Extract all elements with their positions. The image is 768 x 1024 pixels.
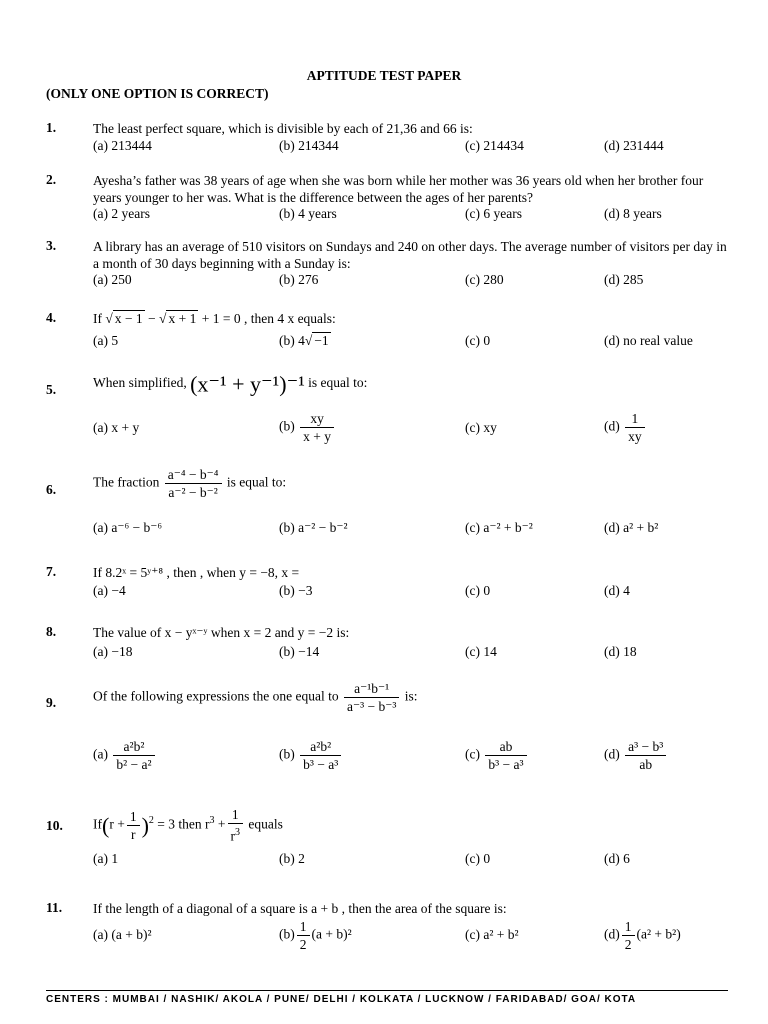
question-number: 11. xyxy=(46,900,63,915)
option-c: (c) a⁻² + b⁻² xyxy=(465,520,533,535)
denominator: x + y xyxy=(303,429,331,444)
question-number: 6. xyxy=(46,482,57,497)
option-a: (a) −18 xyxy=(93,644,133,659)
question-text xyxy=(93,371,733,397)
option-label: (d) xyxy=(604,746,620,762)
question-number: 5. xyxy=(46,382,57,397)
option-a: (a) 250 xyxy=(93,272,132,287)
option-d xyxy=(604,918,681,953)
numerator: a²b² xyxy=(300,738,341,756)
fraction xyxy=(165,466,222,501)
question-number: 10. xyxy=(46,818,63,833)
fraction xyxy=(344,680,399,715)
text-segment: If xyxy=(93,311,106,326)
fraction xyxy=(625,738,666,773)
option-c: (c) xy xyxy=(465,420,497,435)
text-segment: = 3 then xyxy=(157,816,202,832)
denominator: a⁻³ − b⁻³ xyxy=(346,699,397,714)
option-d: (d) 285 xyxy=(604,272,644,287)
option-c: (c) a² + b² xyxy=(465,927,519,942)
question-7 xyxy=(46,564,736,604)
option-expression: (a² + b²) xyxy=(636,926,681,942)
option-d: (d) 18 xyxy=(604,644,637,659)
fraction xyxy=(300,738,341,773)
option-b: (b) −3 xyxy=(279,583,313,598)
numerator: a²b² xyxy=(113,738,154,756)
question-11 xyxy=(46,900,736,960)
footer-divider xyxy=(46,990,728,991)
denominator: r xyxy=(130,826,136,842)
question-5 xyxy=(46,370,736,450)
denominator: xy xyxy=(628,429,642,444)
option-b: (b) 4 years xyxy=(279,206,337,221)
numerator: ab xyxy=(485,738,526,756)
text-segment: is: xyxy=(404,688,418,704)
option-d xyxy=(604,738,668,773)
option-a: (a) a⁻⁶ − b⁻⁶ xyxy=(93,520,163,535)
denominator: 2 xyxy=(624,937,632,952)
text-segment: The fraction xyxy=(93,474,160,490)
numerator: a⁻¹b⁻¹ xyxy=(344,680,399,698)
option-b: (b) 2 xyxy=(279,851,305,866)
option-a: (a) 213444 xyxy=(93,138,152,153)
sqrt-expression: −1 xyxy=(314,333,329,348)
question-8 xyxy=(46,624,736,664)
question-1 xyxy=(46,120,736,160)
question-4 xyxy=(46,310,736,355)
question-number: 9. xyxy=(46,695,57,710)
option-b: (b) −14 xyxy=(279,644,320,659)
option-b xyxy=(279,738,343,773)
option-label: (b) xyxy=(279,926,295,942)
question-text: If the length of a diagonal of a square is a + b , then the area of the square is: xyxy=(93,901,507,916)
option-a: (a) (a + b)² xyxy=(93,927,152,942)
denominator: 2 xyxy=(299,937,307,952)
option-a: (a) 2 years xyxy=(93,206,150,221)
question-3 xyxy=(46,238,736,290)
question-number: 3. xyxy=(46,238,57,253)
option-label: (b) 4 xyxy=(279,333,305,348)
option-c xyxy=(465,738,529,773)
question-text: Ayesha’s father was 38 years of age when she was born while her mother was 36 years old when her brother four years younger to her was. What is the difference between the ages of her parents? xyxy=(93,173,704,205)
question-text xyxy=(93,466,733,501)
text-segment: − xyxy=(144,311,160,326)
numerator: 1 xyxy=(625,410,645,428)
math-expression: (x⁻¹ + y⁻¹)⁻¹ xyxy=(190,371,305,397)
option-d: (d) 231444 xyxy=(604,138,664,153)
numerator: xy xyxy=(300,410,334,428)
question-9 xyxy=(46,680,736,785)
option-label: (d) xyxy=(604,926,620,942)
option-b: (b) 276 xyxy=(279,272,319,287)
question-text xyxy=(93,680,733,715)
option-a xyxy=(93,738,157,773)
option-c: (c) 280 xyxy=(465,272,504,287)
question-number: 7. xyxy=(46,564,57,579)
fraction xyxy=(127,808,140,843)
option-d: (d) 6 xyxy=(604,851,630,866)
denominator: a⁻² − b⁻² xyxy=(168,485,218,500)
fraction xyxy=(300,410,334,445)
option-label: (d) xyxy=(604,418,620,434)
text-segment: is equal to: xyxy=(308,375,368,390)
option-c: (c) 214434 xyxy=(465,138,524,153)
question-text: If 8.2ˣ = 5ʸ⁺⁸ , then , when y = −8, x = xyxy=(93,565,300,580)
option-label: (b) xyxy=(279,418,295,434)
question-text: The value of x − yˣ⁻ʸ when x = 2 and y = −2 is: xyxy=(93,625,350,640)
option-c: (c) 14 xyxy=(465,644,497,659)
text-segment: When simplified, xyxy=(93,375,187,390)
question-number: 2. xyxy=(46,172,57,187)
numerator: 1 xyxy=(622,918,635,936)
option-label: (c) xyxy=(465,746,480,762)
question-6 xyxy=(46,466,736,536)
fraction xyxy=(297,918,310,953)
option-a: (a) 5 xyxy=(93,333,119,348)
option-expression: (a + b)² xyxy=(311,926,352,942)
denominator: ab xyxy=(639,757,653,772)
footer-centers: CENTERS : MUMBAI / NASHIK/ AKOLA / PUNE/ DELHI / KOLKATA / LUCKNOW / FARIDABAD/ GOA/ KOTA xyxy=(46,994,637,1005)
option-label: (a) xyxy=(93,746,108,762)
option-b: (b) 4√ −1 xyxy=(279,333,329,348)
sqrt-expression: x − 1 xyxy=(114,311,143,326)
numerator: a³ − b³ xyxy=(625,738,666,756)
question-number: 1. xyxy=(46,120,57,135)
option-d xyxy=(604,410,647,445)
instructions: (ONLY ONE OPTION IS CORRECT) xyxy=(46,86,269,101)
fraction: $\frac{1}{r^3}$ xyxy=(228,806,244,845)
fraction xyxy=(485,738,526,773)
question-text: A library has an average of 510 visitors on Sundays and 240 on other days. The average number of visitors per day in a month of 30 days beginning with a Sunday is: xyxy=(93,239,727,271)
question-2 xyxy=(46,172,736,224)
fraction xyxy=(622,918,635,953)
text-segment: + 1 = 0 , then 4 x equals: xyxy=(198,311,336,326)
option-d: (d) 8 years xyxy=(604,206,662,221)
option-label: (b) xyxy=(279,746,295,762)
denominator: b² − a² xyxy=(116,757,152,772)
sqrt-expression: x + 1 xyxy=(168,311,197,326)
question-text: If √ x − 1 − √ x + 1 + 1 = 0 , then 4 x equals: xyxy=(93,311,336,326)
denominator: b³ − a³ xyxy=(303,757,339,772)
numerator: a⁻⁴ − b⁻⁴ xyxy=(165,466,222,484)
numerator: 1 xyxy=(297,918,310,936)
option-b xyxy=(279,918,352,953)
text-segment: Of the following expressions the one equal to xyxy=(93,688,339,704)
option-b: (b) 214344 xyxy=(279,138,339,153)
fraction xyxy=(113,738,154,773)
option-d: (d) no real value xyxy=(604,333,693,348)
page-title: APTITUDE TEST PAPER xyxy=(306,68,462,83)
option-b: (b) a⁻² − b⁻² xyxy=(279,520,348,535)
option-d: (d) a² + b² xyxy=(604,520,659,535)
option-c: (c) 0 xyxy=(465,583,491,598)
option-a: (a) 1 xyxy=(93,851,119,866)
option-c: (c) 0 xyxy=(465,851,491,866)
question-number: 4. xyxy=(46,310,57,325)
text-segment: If xyxy=(93,816,102,832)
text-segment: equals xyxy=(248,816,283,832)
option-b xyxy=(279,410,336,445)
option-c: (c) 0 xyxy=(465,333,491,348)
question-text: If(r + $\frac{1}{r}$ )$^2$ = 3 then $r^3$ + $\frac{1}{r^3}$ equals xyxy=(93,807,283,844)
text-segment: is equal to: xyxy=(226,474,287,490)
fraction xyxy=(625,410,645,445)
option-d: (d) 4 xyxy=(604,583,630,598)
question-number: 8. xyxy=(46,624,57,639)
option-a: (a) −4 xyxy=(93,583,126,598)
option-c: (c) 6 years xyxy=(465,206,522,221)
option-a: (a) x + y xyxy=(93,420,140,435)
numerator: 1 xyxy=(127,808,140,826)
question-text: The least perfect square, which is divisible by each of 21,36 and 66 is: xyxy=(93,121,473,136)
denominator: b³ − a³ xyxy=(488,757,524,772)
question-10 xyxy=(46,806,736,866)
